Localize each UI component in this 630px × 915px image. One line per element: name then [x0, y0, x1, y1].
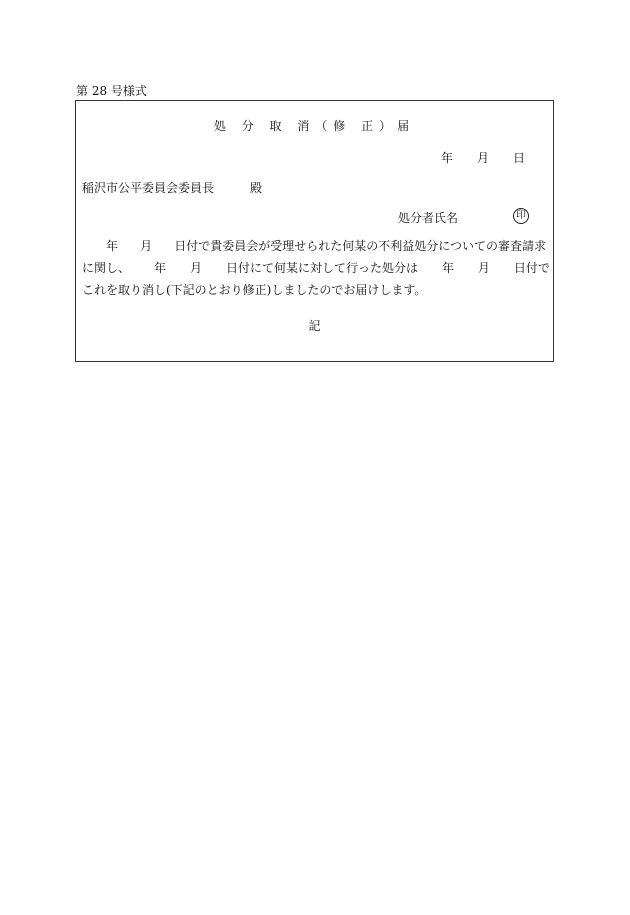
date-row: [441, 151, 525, 165]
date-year-label: 年: [440, 151, 453, 165]
seal-mark: 印: [513, 208, 529, 224]
form-title: 処 分 取 消（修 正）届: [213, 119, 416, 133]
body-line-3: [82, 279, 550, 301]
body-month: 月: [477, 261, 490, 275]
date-day-label: 日: [512, 151, 525, 165]
body-line-2: [82, 257, 550, 279]
body-month: 月: [140, 239, 153, 253]
body-month: 月: [189, 261, 202, 275]
body-text: [82, 235, 550, 301]
date-month-label: 月: [476, 151, 489, 165]
body-year: 年: [106, 239, 119, 253]
form-box: [75, 100, 554, 362]
form-number: 第 28 号様式: [76, 84, 147, 98]
addressee: 稲沢市公平委員会委員長: [82, 181, 215, 195]
body-text-segment: 日付で貴委員会が受理せられた何某の不利益処分についての審査請求: [174, 239, 546, 253]
submitter-label: 処分者氏名: [398, 211, 459, 225]
honorific: 殿: [250, 181, 263, 195]
body-year: 年: [441, 261, 454, 275]
body-text-segment: 日付で: [513, 261, 550, 275]
body-text-segment: 日付にて何某に対して行った処分は: [225, 261, 418, 275]
body-year: 年: [153, 261, 166, 275]
body-text-segment: に関し、: [82, 261, 131, 275]
ki-heading: 記: [308, 319, 321, 333]
body-text-segment: これを取り消し(下記のとおり修正)しましたのでお届けします。: [82, 283, 427, 297]
body-line-1: [82, 235, 550, 257]
